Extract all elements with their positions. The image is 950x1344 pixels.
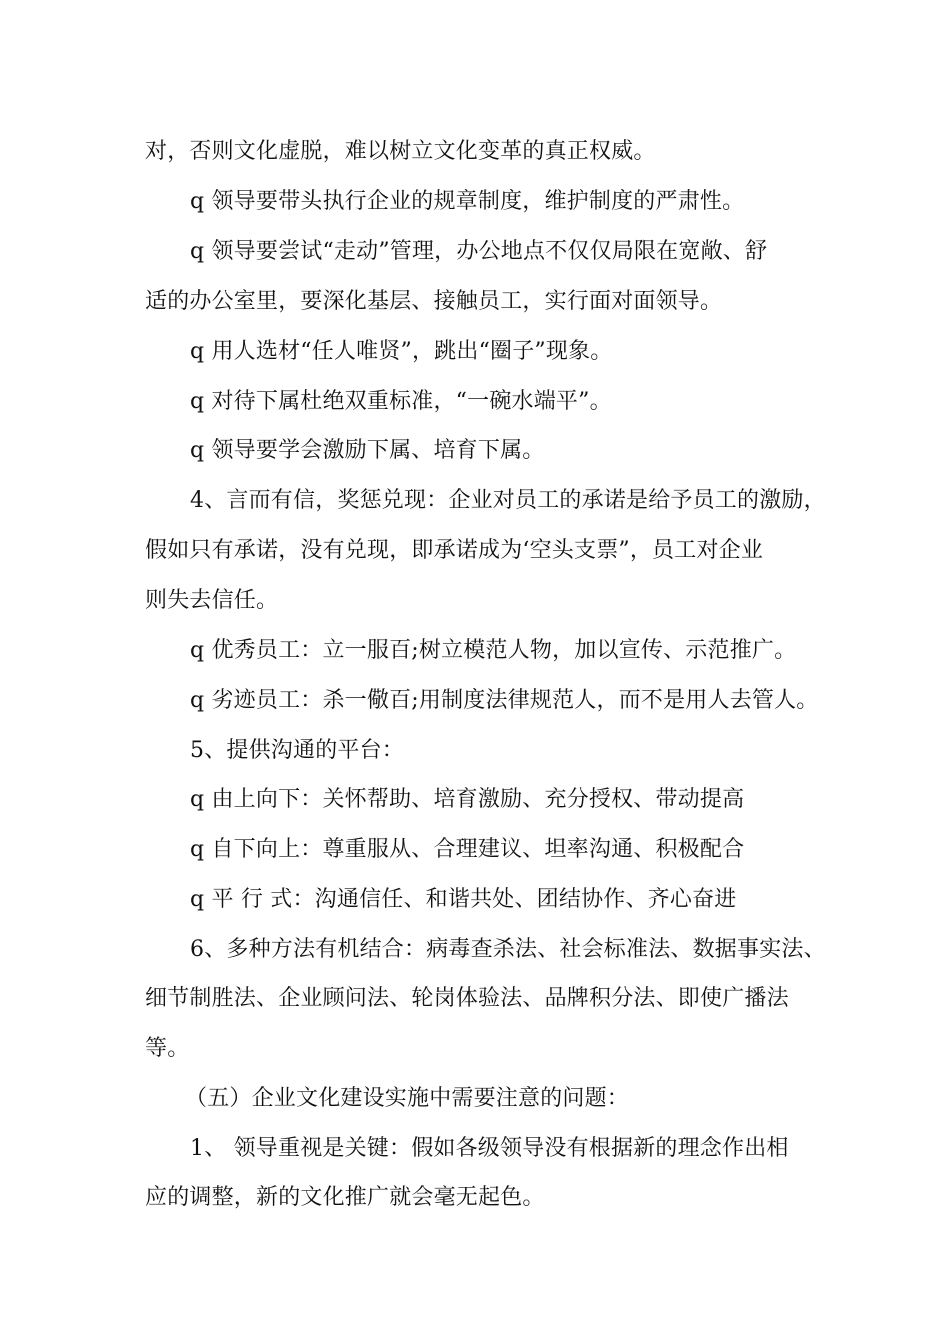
paragraph-continuation: 则失去信任。 (145, 588, 279, 613)
bullet-item: q 领导要学会激励下属、培育下属。 (190, 438, 545, 463)
paragraph-continuation: 假如只有承诺，没有兑现，即承诺成为‘空头支票”，员工对企业 (145, 538, 764, 563)
paragraph-continuation: 对，否则文化虚脱，难以树立文化变革的真正权威。 (145, 139, 656, 164)
paragraph-continuation: 应的调整，新的文化推广就会毫无起色。 (145, 1185, 545, 1210)
bullet-item: q 自下向上：尊重服从、合理建议、坦率沟通、积极配合 (190, 837, 745, 862)
section-heading: （五）企业文化建设实施中需要注意的问题： (185, 1086, 630, 1111)
bullet-item: q 用人选材“任人唯贤”，跳出“圈子”现象。 (190, 339, 613, 364)
numbered-paragraph: 5、提供沟通的平台： (190, 738, 404, 763)
numbered-paragraph: 6、多种方法有机结合：病毒查杀法、社会标准法、数据事实法、 (190, 937, 826, 962)
numbered-paragraph: 1、 领导重视是关键：假如各级领导没有根据新的理念作出相 (190, 1136, 789, 1161)
bullet-item: q 对待下属杜绝双重标准，“一碗水端平”。 (190, 389, 612, 414)
bullet-item: q 领导要尝试“走动”管理，办公地点不仅仅局限在宽敞、舒 (190, 239, 768, 264)
numbered-paragraph: 4、言而有信，奖惩兑现：企业对员工的承诺是给予员工的激励， (190, 488, 826, 513)
paragraph-continuation: 等。 (145, 1036, 190, 1061)
bullet-item-continuation: 适的办公室里，要深化基层、接触员工，实行面对面领导。 (145, 289, 723, 314)
bullet-item: q 优秀员工：立一服百;树立模范人物，加以宣传、示范推广。 (190, 638, 797, 663)
bullet-item: q 劣迹员工：杀一儆百;用制度法律规范人，而不是用人去管人。 (190, 688, 819, 713)
bullet-item: q 平 行 式：沟通信任、和谐共处、团结协作、齐心奋进 (190, 887, 737, 912)
bullet-item: q 由上向下：关怀帮助、培育激励、充分授权、带动提高 (190, 787, 745, 812)
paragraph-continuation: 细节制胜法、企业顾问法、轮岗体验法、品牌积分法、即使广播法 (145, 986, 789, 1011)
bullet-item: q 领导要带头执行企业的规章制度，维护制度的严肃性。 (190, 189, 745, 214)
